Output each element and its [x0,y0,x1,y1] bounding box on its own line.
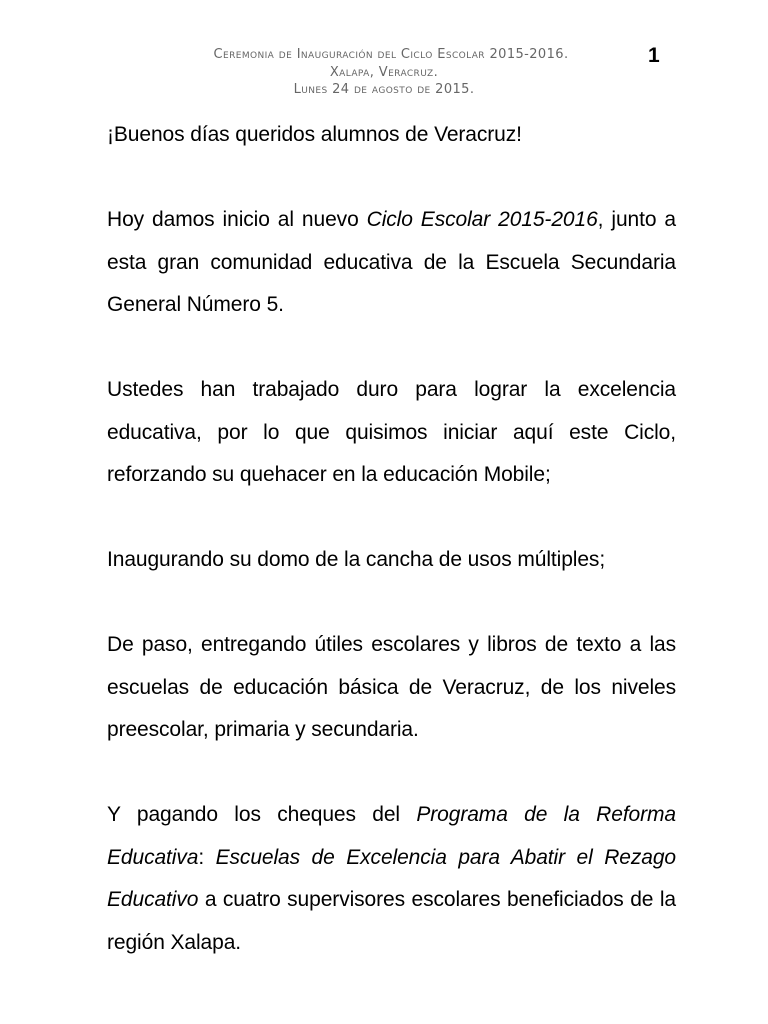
italic-text: Escuelas de Excelencia para Abatir el Rezago Educativo [107,845,676,911]
document-body [107,114,676,964]
paragraph-text: , junto a esta gran comunidad educativa de la Escuela Secundaria General Número 5. [107,208,676,316]
header-date: Lunes 24 de agosto de 2015. [293,82,475,97]
header-title: Ceremonia de Inauguración del Ciclo Escolar 2015-2016. [213,47,569,62]
paragraph-dome: Inaugurando su domo de la cancha de usos múltiples; [107,548,606,571]
paragraph-school-cycle [107,199,676,327]
paragraph-greeting: ¡Buenos días queridos alumnos de Veracruz! [107,123,522,146]
paragraph-text: : [198,845,216,869]
page-number: 1 [648,44,660,67]
header-location: Xalapa, Veracruz. [329,64,439,80]
paragraph-excellence: Ustedes han trabajado duro para lograr la excelencia educativa, por lo que quisimos iniciar aquí este Ciclo, reforzando su quehacer en la educación Mobile; [107,378,676,486]
italic-text: Ciclo Escolar 2015-2016 [366,208,598,231]
paragraph-text: Y pagando los cheques del [107,803,417,826]
paragraph-text: Hoy damos inicio al nuevo [107,208,367,231]
italic-text: Programa de la Reforma Educativa [107,803,676,869]
paragraph-supplies: De paso, entregando útiles escolares y libros de texto a las escuelas de educación básica de Veracruz, de los niveles preescolar, primaria y secundaria. [107,633,676,741]
paragraph-checks [107,794,676,964]
paragraph-text: a cuatro supervisores escolares beneficiados de la región Xalapa. [107,888,676,954]
